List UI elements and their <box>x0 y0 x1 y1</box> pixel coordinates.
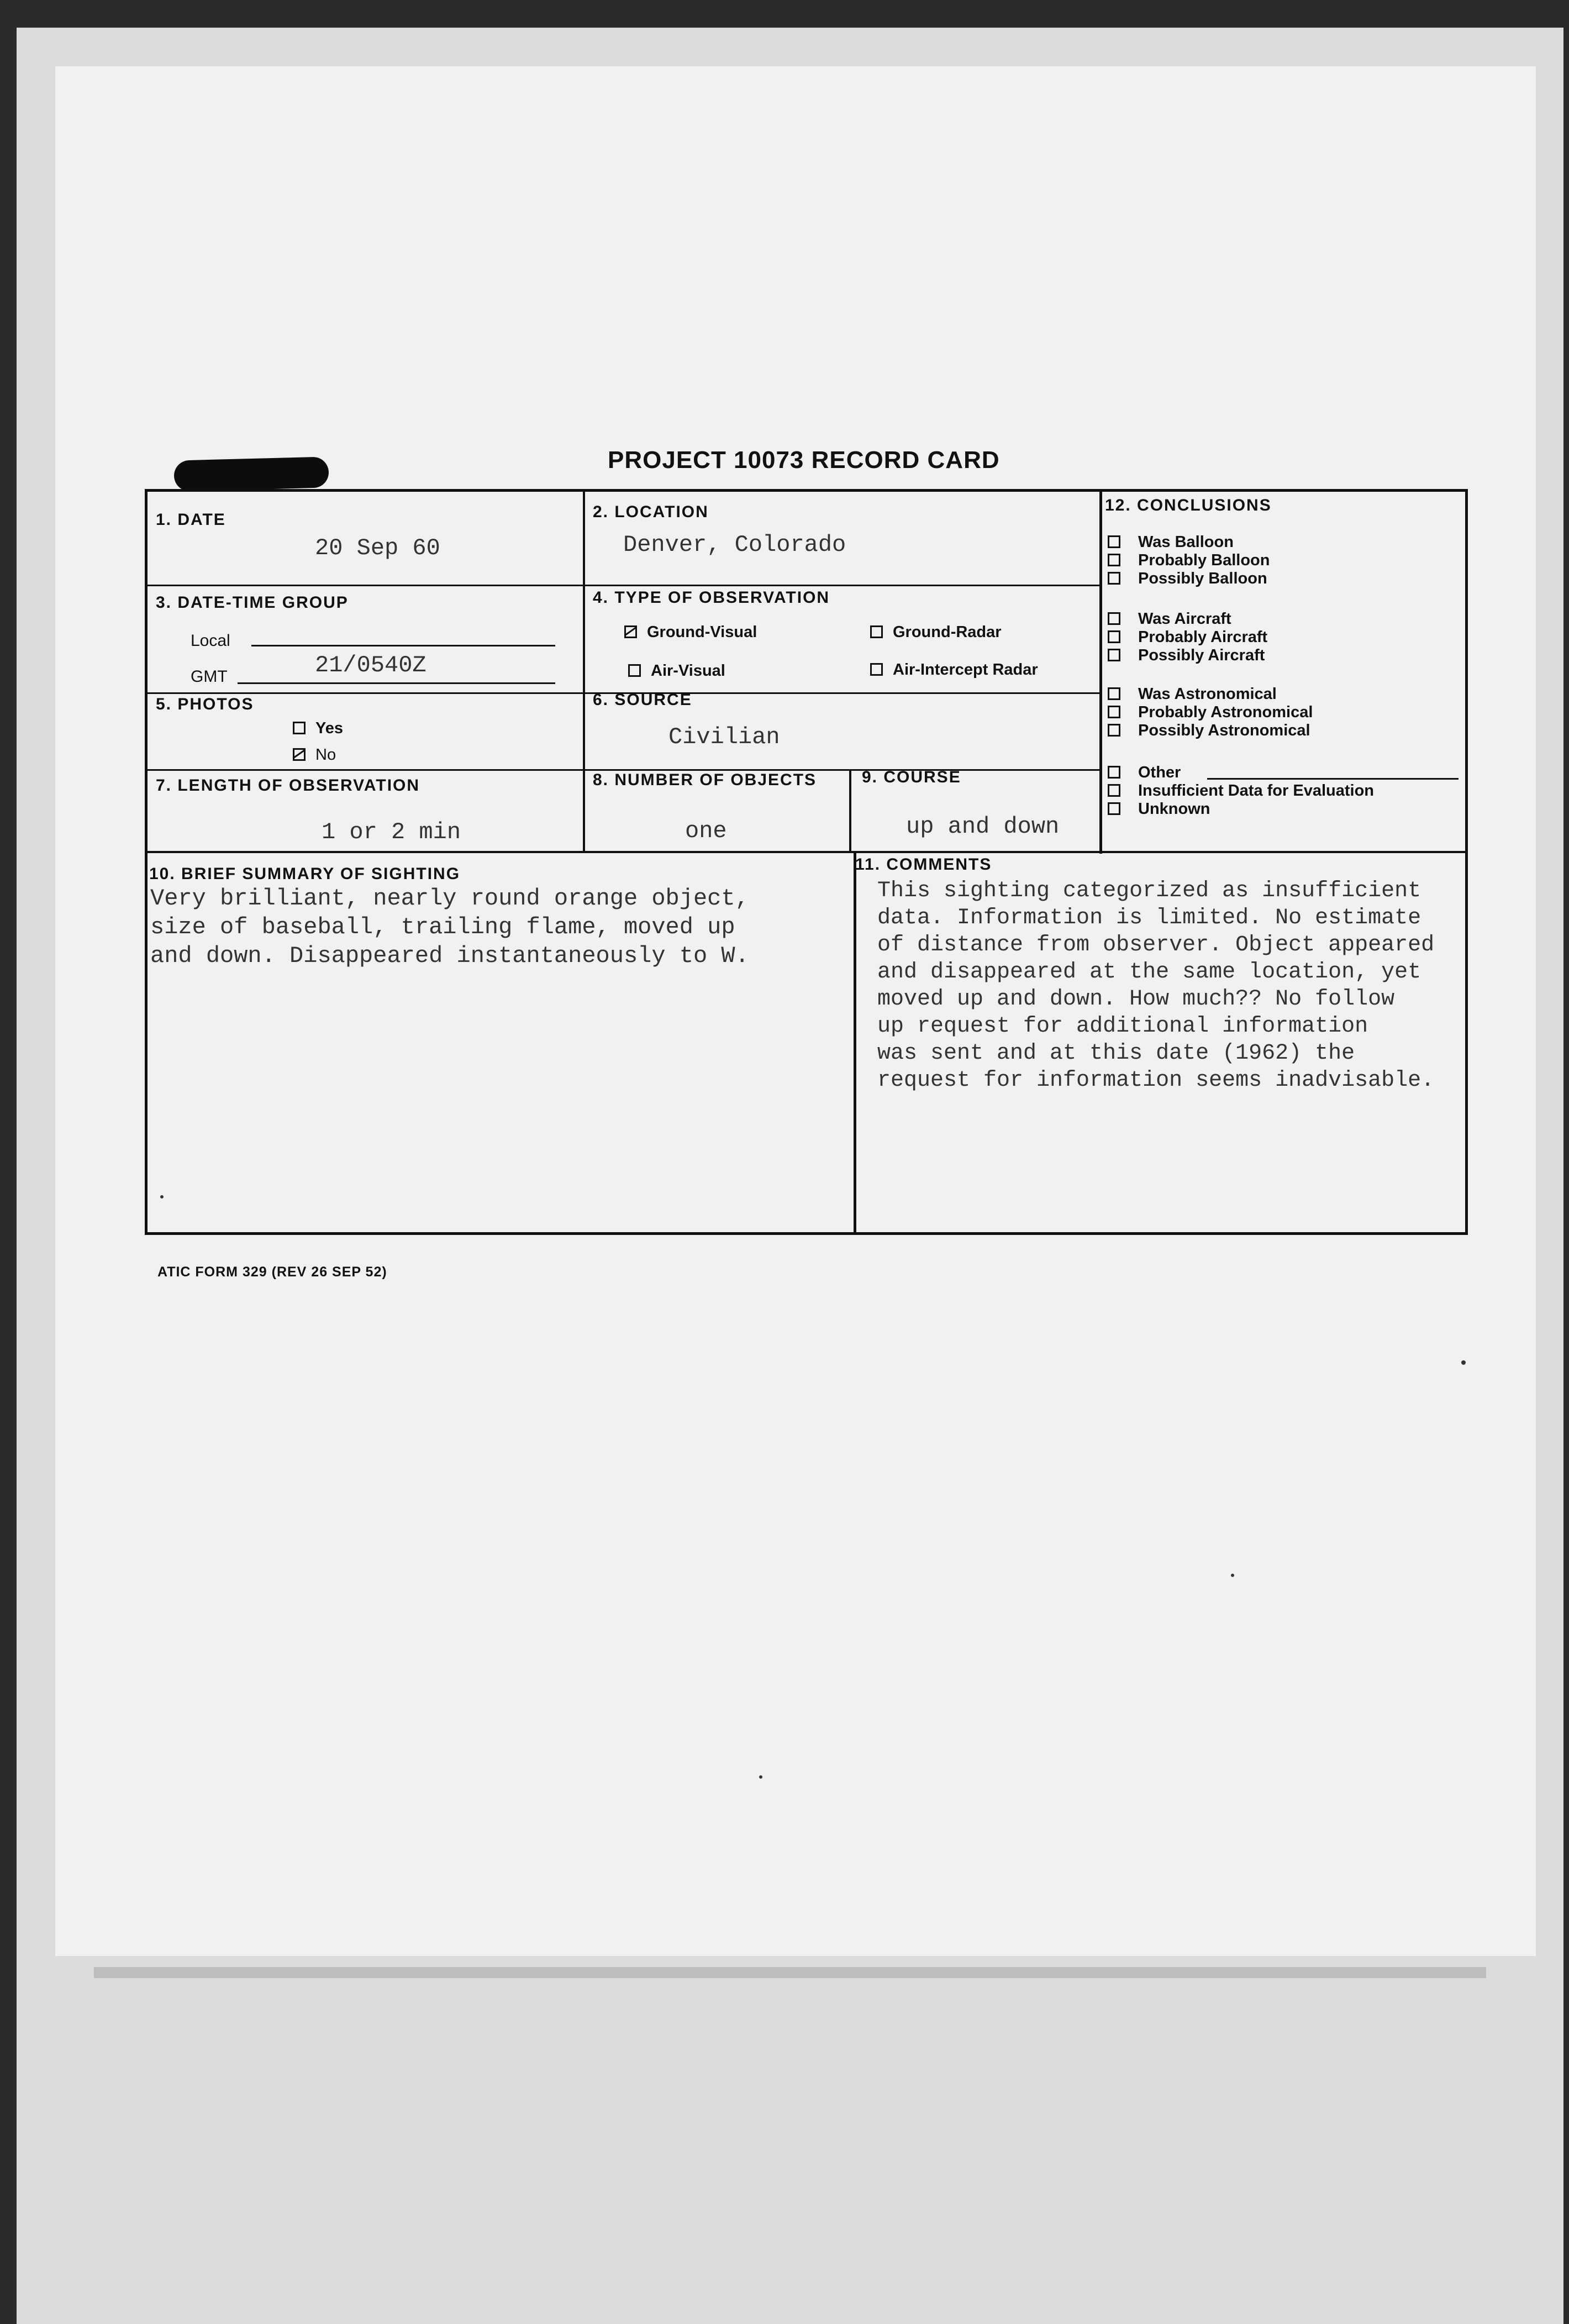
option-label: Yes <box>315 719 343 737</box>
speck <box>1231 1574 1234 1577</box>
conclusion-label: Possibly Balloon <box>1138 570 1267 587</box>
conclusion-item <box>1108 782 1374 800</box>
conclusion-item <box>1108 722 1313 740</box>
card-title: PROJECT 10073 RECORD CARD <box>608 446 1000 474</box>
comments-line: request for information seems inadvisable. <box>877 1068 1435 1093</box>
summary-text <box>150 884 749 970</box>
ground-visual-option <box>624 623 757 642</box>
checkbox-icon <box>1108 802 1120 815</box>
comments-line: was sent and at this date (1962) the <box>877 1041 1355 1066</box>
speck <box>1461 1360 1466 1365</box>
conclusion-item <box>1108 628 1267 646</box>
divider <box>145 585 1101 586</box>
checkbox-icon <box>1108 630 1120 643</box>
conclusion-label: Insufficient Data for Evaluation <box>1138 782 1374 800</box>
checkbox-icon <box>870 625 883 638</box>
conclusion-item <box>1108 685 1313 703</box>
location-label: 2. LOCATION <box>593 503 709 521</box>
dtg-label: 3. DATE-TIME GROUP <box>156 593 349 612</box>
summary-line: size of baseball, trailing flame, moved up <box>150 914 735 940</box>
option-label: Air-Intercept Radar <box>893 661 1038 679</box>
checkbox-checked-icon <box>624 625 637 638</box>
conclusion-group-aircraft <box>1108 610 1267 665</box>
gmt-underline <box>238 682 555 684</box>
comments-line: moved up and down. How much?? No follow <box>877 987 1395 1012</box>
checkbox-icon <box>1108 766 1120 779</box>
air-visual-option <box>628 662 725 680</box>
conclusion-item <box>1108 646 1267 665</box>
speck <box>759 1775 762 1779</box>
option-label: Air-Visual <box>651 662 725 680</box>
conclusion-item <box>1108 533 1270 551</box>
local-underline <box>251 645 555 646</box>
form-id: ATIC FORM 329 (REV 26 SEP 52) <box>157 1264 387 1280</box>
conclusion-label: Probably Aircraft <box>1138 628 1268 646</box>
comments-text <box>877 877 1434 1094</box>
checkbox-icon <box>293 722 306 734</box>
divider <box>849 769 851 852</box>
conclusion-label: Probably Balloon <box>1138 551 1270 569</box>
comments-line: up request for additional information <box>877 1014 1368 1039</box>
source-value: Civilian <box>668 724 780 750</box>
checkbox-icon <box>1108 687 1120 700</box>
conclusion-label: Was Aircraft <box>1138 610 1231 628</box>
course-value: up and down <box>906 813 1060 840</box>
conclusion-item <box>1108 800 1374 818</box>
conclusion-label: Probably Astronomical <box>1138 703 1313 721</box>
checkbox-icon <box>1108 612 1120 625</box>
local-label: Local <box>191 632 230 650</box>
course-label: 9. COURSE <box>862 768 961 786</box>
checkbox-icon <box>1108 706 1120 718</box>
redaction-mark <box>173 456 329 491</box>
conclusions-label: 12. CONCLUSIONS <box>1105 496 1272 514</box>
observation-type-label: 4. TYPE OF OBSERVATION <box>593 588 830 607</box>
photos-yes-option <box>293 719 343 738</box>
checkbox-icon <box>1108 535 1120 548</box>
checkbox-checked-icon <box>293 748 306 761</box>
length-value: 1 or 2 min <box>322 819 461 845</box>
comments-line: This sighting categorized as insufficient <box>877 879 1421 903</box>
sheet-shadow <box>94 1967 1486 1978</box>
conclusion-item <box>1108 703 1313 722</box>
photos-label: 5. PHOTOS <box>156 695 254 713</box>
conclusion-label: Possibly Aircraft <box>1138 646 1265 664</box>
divider <box>1099 489 1102 854</box>
summary-line: and down. Disappeared instantaneously to W. <box>150 943 749 969</box>
speck <box>160 1195 164 1198</box>
comments-line: and disappeared at the same location, yet <box>877 960 1421 985</box>
gmt-value: 21/0540Z <box>315 652 427 679</box>
checkbox-icon <box>1108 572 1120 585</box>
length-label: 7. LENGTH OF OBSERVATION <box>156 776 420 795</box>
option-label: Ground-Visual <box>647 623 757 641</box>
option-label: Ground-Radar <box>893 623 1002 641</box>
checkbox-icon <box>1108 554 1120 566</box>
divider <box>583 489 585 851</box>
location-value: Denver, Colorado <box>623 532 846 558</box>
air-intercept-radar-option <box>870 661 1038 679</box>
checkbox-icon <box>1108 649 1120 661</box>
summary-label: 10. BRIEF SUMMARY OF SIGHTING <box>149 865 461 883</box>
conclusion-group-balloon <box>1108 533 1270 588</box>
photos-no-option <box>293 746 336 764</box>
conclusion-item <box>1108 551 1270 570</box>
other-underline <box>1207 778 1459 780</box>
conclusion-label: Possibly Astronomical <box>1138 722 1310 739</box>
objects-value: one <box>685 818 727 844</box>
ground-radar-option <box>870 623 1002 642</box>
conclusion-label: Unknown <box>1138 800 1210 818</box>
checkbox-icon <box>1108 784 1120 797</box>
divider <box>145 851 1468 853</box>
conclusion-item <box>1108 610 1267 628</box>
gmt-label: GMT <box>191 667 228 686</box>
checkbox-icon <box>1108 724 1120 737</box>
conclusion-label: Other <box>1138 764 1181 781</box>
conclusion-group-other <box>1108 764 1374 818</box>
checkbox-icon <box>870 663 883 676</box>
objects-label: 8. NUMBER OF OBJECTS <box>593 771 817 789</box>
date-label: 1. DATE <box>156 511 226 529</box>
summary-line: Very brilliant, nearly round orange object, <box>150 885 749 912</box>
comments-label: 11. COMMENTS <box>855 855 992 874</box>
conclusion-group-astronomical <box>1108 685 1313 740</box>
date-value: 20 Sep 60 <box>315 535 440 561</box>
conclusion-label: Was Balloon <box>1138 533 1234 551</box>
comments-line: of distance from observer. Object appeared <box>877 933 1435 958</box>
checkbox-icon <box>628 664 641 677</box>
conclusion-label: Was Astronomical <box>1138 685 1277 703</box>
divider <box>854 851 856 1234</box>
option-label: No <box>315 746 336 764</box>
conclusion-item <box>1108 570 1270 588</box>
comments-line: data. Information is limited. No estimate <box>877 906 1421 930</box>
source-label: 6. SOURCE <box>593 691 692 709</box>
